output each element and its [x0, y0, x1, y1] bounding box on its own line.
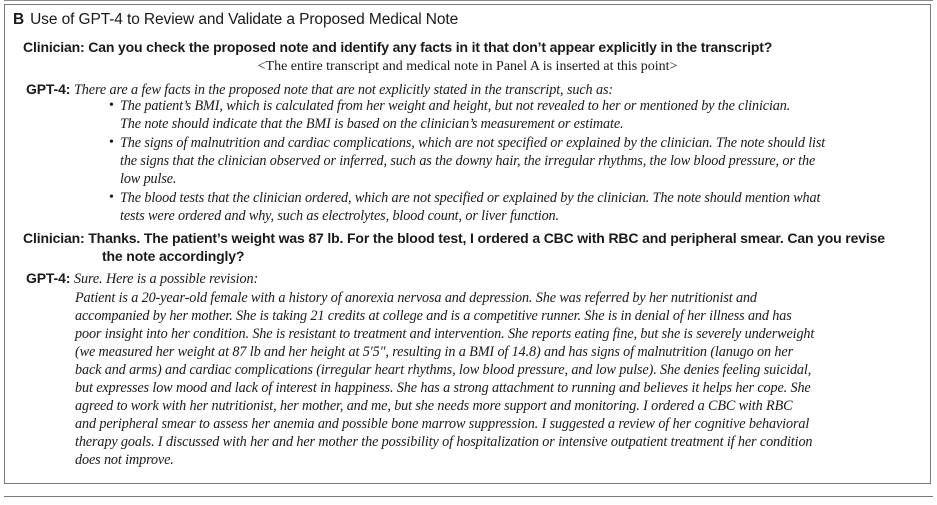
revision-line-3: poor insight into her condition. She is resistant to treatment and intervention. She reports eating fine, but she is severely underweight [75, 326, 815, 342]
revision-line-7: agreed to work with her nutritionist, her mother, and me, but she needs more support and monitoring. I ordered a CBC with RBC [75, 398, 793, 414]
gpt-response-2 [26, 270, 258, 288]
revision-line-5: back and arms) and cardiac complications (irregular heart rhythms, low blood pressure, and low pulse). She denies feeling suicidal, [75, 362, 812, 378]
insert-note: <The entire transcript and medical note in Panel A is inserted at this point> [257, 59, 678, 74]
clinician-question-1 [23, 39, 772, 55]
gpt-label: GPT-4: [26, 81, 71, 97]
clinician-question-2-line-1: Thanks. The patient’s weight was 87 lb. For the blood test, I ordered a CBC with RBC and peripheral smear. Can you revise [88, 230, 885, 246]
bullet-marker: • [109, 98, 114, 113]
revision-line-4: (we measured her weight at 87 lb and her height at 5′5″, resulting in a BMI of 14.8) and has signs of malnutrition (lanugo on her [75, 344, 793, 360]
bullet-3-line-1: The blood tests that the clinician ordered, which are not specified or explained by the clinician. The note should mention what [120, 190, 821, 206]
revision-line-10: does not improve. [75, 452, 174, 468]
gpt-intro-2: Sure. Here is a possible revision: [73, 271, 259, 287]
bullet-2-line-1: The signs of malnutrition and cardiac complications, which are not specified or explained by the clinician. The note should list [120, 135, 826, 151]
revision-line-9: therapy goals. I discussed with her and her mother the possibility of hospitalization or intensive outpatient treatment if her condition [75, 434, 813, 450]
bullet-marker: • [109, 135, 114, 150]
gpt-response-1 [26, 81, 613, 99]
bullet-1-line-1: The patient’s BMI, which is calculated from her weight and height, but not revealed to her or mentioned by the clinician. [120, 98, 791, 114]
bullet-2-line-2: the signs that the clinician observed or inferred, such as the downy hair, the irregular rhythms, the low blood pressure, or the [120, 153, 816, 169]
clinician-question-text: Can you check the proposed note and identify any facts in it that don’t appear explicitly in the transcript? [88, 39, 773, 55]
bullet-2-line-3: low pulse. [120, 171, 177, 187]
gpt-label: GPT-4: [26, 270, 71, 286]
bullet-marker: • [109, 190, 114, 205]
gpt-intro-1: There are a few facts in the proposed note that are not explicitly stated in the transcript, such as: [73, 82, 614, 98]
panel-title-text: Use of GPT-4 to Review and Validate a Proposed Medical Note [30, 11, 459, 28]
revision-line-2: accompanied by her mother. She is taking 21 credits at college and is a competitive runner. She is in denial of her illness and has [75, 308, 792, 324]
clinician-label: Clinician: [23, 230, 85, 246]
bullet-1-line-2: The note should indicate that the BMI is based on the clinician’s measurement or estimate. [120, 116, 624, 132]
bullet-3-line-2: tests were ordered and why, such as electrolytes, blood count, or liver function. [120, 208, 559, 224]
top-rule [4, 0, 933, 1]
panel-letter: B [13, 11, 25, 28]
bottom-rule [4, 496, 933, 497]
revision-line-6: but expresses low mood and lack of interest in happiness. She has a strong attachment to running and believes it helps her cope. She [75, 380, 811, 396]
panel-title [13, 11, 458, 29]
clinician-question-2 [23, 230, 885, 246]
revision-line-1: Patient is a 20-year-old female with a history of anorexia nervosa and depression. She was referred by her nutritionist and [75, 290, 757, 306]
clinician-question-2-line-2: the note accordingly? [102, 248, 245, 264]
panel-b [4, 4, 931, 484]
clinician-label: Clinician: [23, 39, 85, 55]
revision-line-8: and peripheral smear to assess her anemia and possible bone marrow suppression. I suggested a review of her cognitive behavioral [75, 416, 810, 432]
